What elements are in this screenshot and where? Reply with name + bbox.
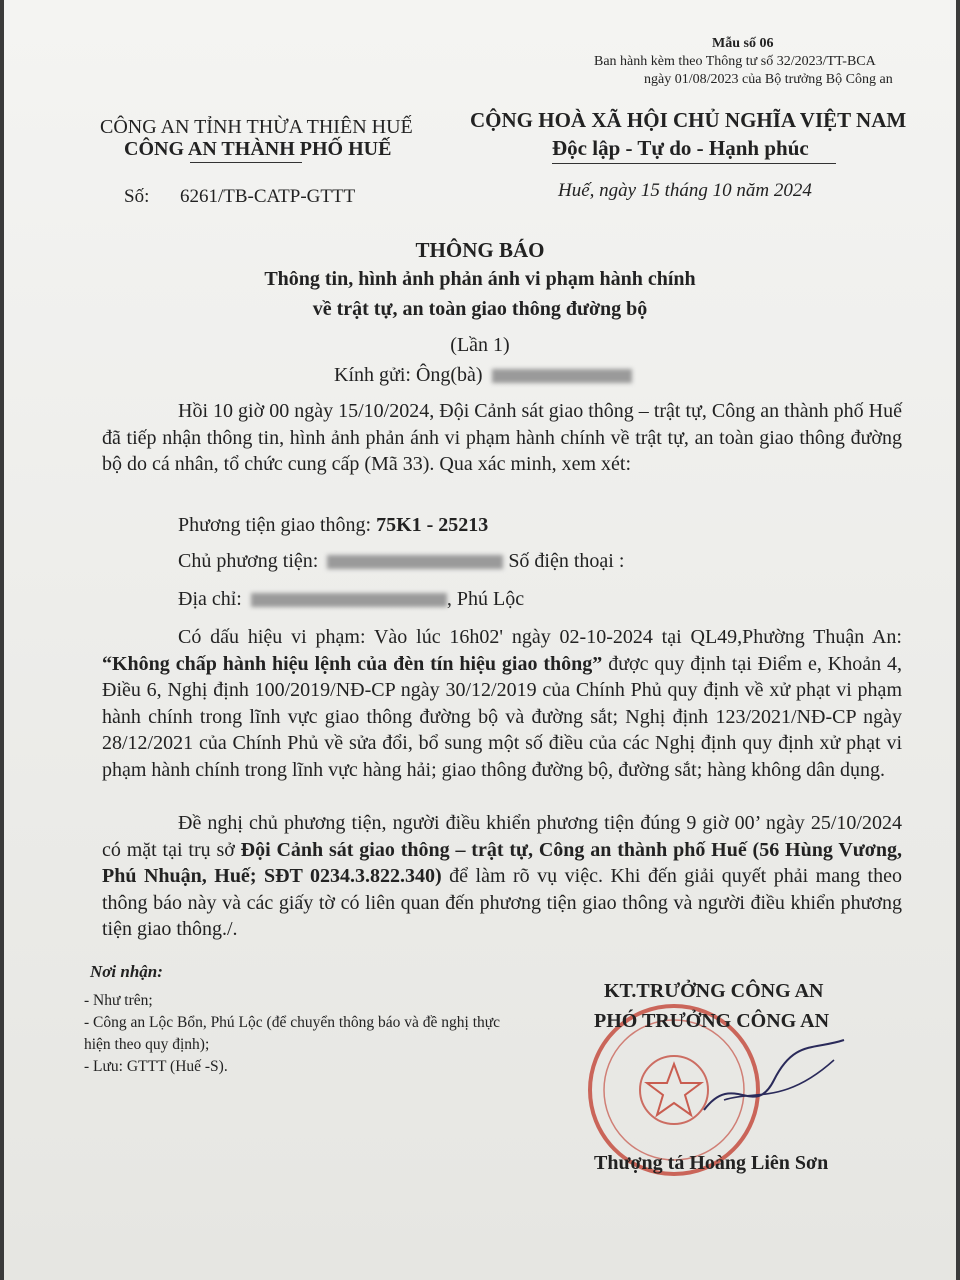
- form-issued-date: ngày 01/08/2023 của Bộ trưởng Bộ Công an: [644, 72, 893, 87]
- violation-legal-basis: được quy định tại Điểm e, Khoản 4, Điều 6, Nghị định 100/2019/NĐ-CP ngày 30/12/2019 của Chính Phủ quy định về xử phạt vi phạm hành chính trong lĩnh vực giao thông đường bộ và đường sắt; Nghị định 123/2021/NĐ-CP ngày 28/12/2021 của Chính Phủ về sửa đổi, bổ sung một số điều của các Nghị định quy định xử phạt vi phạm hành chính trong lĩnh vực hàng hải; giao thông đường bộ, đường sắt; hàng không dân dụng.: [102, 652, 902, 781]
- recipient-label: Kính gửi: Ông(bà): [334, 364, 483, 386]
- document-date: Huế, ngày 15 tháng 10 năm 2024: [558, 180, 812, 201]
- recipients-item: - Công an Lộc Bổn, Phú Lộc (để chuyển thông báo và đề nghị thực hiện theo quy định);: [84, 1014, 501, 1053]
- agency-name: CÔNG AN THÀNH PHỐ HUẾ: [124, 138, 392, 160]
- recipients-heading: Nơi nhận:: [90, 962, 163, 981]
- signer-name: Thượng tá Hoàng Liên Sơn: [594, 1152, 829, 1174]
- nation-motto: Độc lập - Tự do - Hạnh phúc: [552, 136, 809, 160]
- redacted-name: [492, 369, 632, 383]
- request-outro: để làm rõ vụ việc. Khi đến giải quyết phải mang theo thông báo này và các giấy tờ có liên quan đến phương tiện giao thông và người điều khiển phương tiện giao thông./.: [102, 865, 902, 940]
- notice-count: (Lần 1): [450, 334, 510, 356]
- paragraph-received: [102, 398, 902, 478]
- request-intro: Đề nghị chủ phương tiện, người điều khiển phương tiện đúng 9 giờ 00’ ngày 25/10/2024 có mặt tại trụ sở: [102, 812, 902, 861]
- owner-line: [178, 550, 624, 573]
- vehicle-line: [178, 514, 488, 537]
- document-page: [4, 0, 956, 1280]
- recipients-item: - Lưu: GTTT (Huế -S).: [84, 1058, 228, 1075]
- form-issued-line: Ban hành kèm theo Thông tư số 32/2023/TT-BCA: [594, 54, 876, 69]
- recipients-item: - Như trên;: [84, 992, 153, 1009]
- motto-underline: [552, 163, 836, 164]
- address-label: Địa chỉ:: [178, 588, 242, 610]
- document-subtitle-2: về trật tự, an toàn giao thông đường bộ: [312, 298, 648, 320]
- vehicle-label: Phương tiện giao thông:: [178, 514, 372, 536]
- handwritten-signature-icon: [694, 1030, 874, 1130]
- office-address: Đội Cảnh sát giao thông – trật tự, Công an thành phố Huế (56 Hùng Vương, Phú Nhuận, Huế; SĐT 0234.3.822.340): [102, 838, 902, 887]
- paragraph-request: [102, 810, 902, 943]
- nation-title: CỘNG HOÀ XÃ HỘI CHỦ NGHĨA VIỆT NAM: [470, 108, 907, 132]
- paragraph-received-text: Hồi 10 giờ 00 ngày 15/10/2024, Đội Cảnh sát giao thông – trật tự, Công an thành phố Huế đã tiếp nhận thông tin, hình ảnh phản ánh vi phạm hành chính về trật tự, an toàn giao thông đường bộ do cá nhân, tổ chức cung cấp (Mã 33). Qua xác minh, xem xét:: [102, 400, 902, 475]
- address-tail: , Phú Lộc: [446, 588, 525, 610]
- document-number: 6261/TB-CATP-GTTT: [180, 186, 356, 207]
- agency-parent: CÔNG AN TỈNH THỪA THIÊN HUẾ: [100, 116, 413, 138]
- owner-label: Chủ phương tiện:: [178, 550, 319, 572]
- signature-title-1: KT.TRƯỞNG CÔNG AN: [604, 980, 824, 1002]
- form-number: Mẫu số 06: [712, 36, 774, 51]
- document-subtitle-1: Thông tin, hình ảnh phản ánh vi phạm hành chính: [264, 268, 696, 290]
- document-title: THÔNG BÁO: [415, 238, 545, 262]
- phone-label: Số điện thoại :: [508, 550, 625, 572]
- redacted-owner: [327, 555, 503, 569]
- signature-title-2: PHÓ TRƯỞNG CÔNG AN: [594, 1010, 830, 1032]
- violation-description: “Không chấp hành hiệu lệnh của đèn tín hiệu giao thông”: [102, 652, 603, 675]
- paragraph-violation: [102, 624, 902, 783]
- recipients-list: [84, 990, 524, 1078]
- violation-intro: Có dấu hiệu vi phạm: Vào lúc 16h02' ngày 02-10-2024 tại QL49,Phường Thuận An:: [178, 626, 902, 648]
- address-line: [178, 588, 524, 611]
- recipient-line: [334, 364, 632, 387]
- document-number-label: Số:: [124, 186, 150, 207]
- vehicle-plate: 75K1 - 25213: [376, 514, 489, 536]
- agency-underline: [190, 162, 302, 163]
- redacted-address: [251, 593, 447, 607]
